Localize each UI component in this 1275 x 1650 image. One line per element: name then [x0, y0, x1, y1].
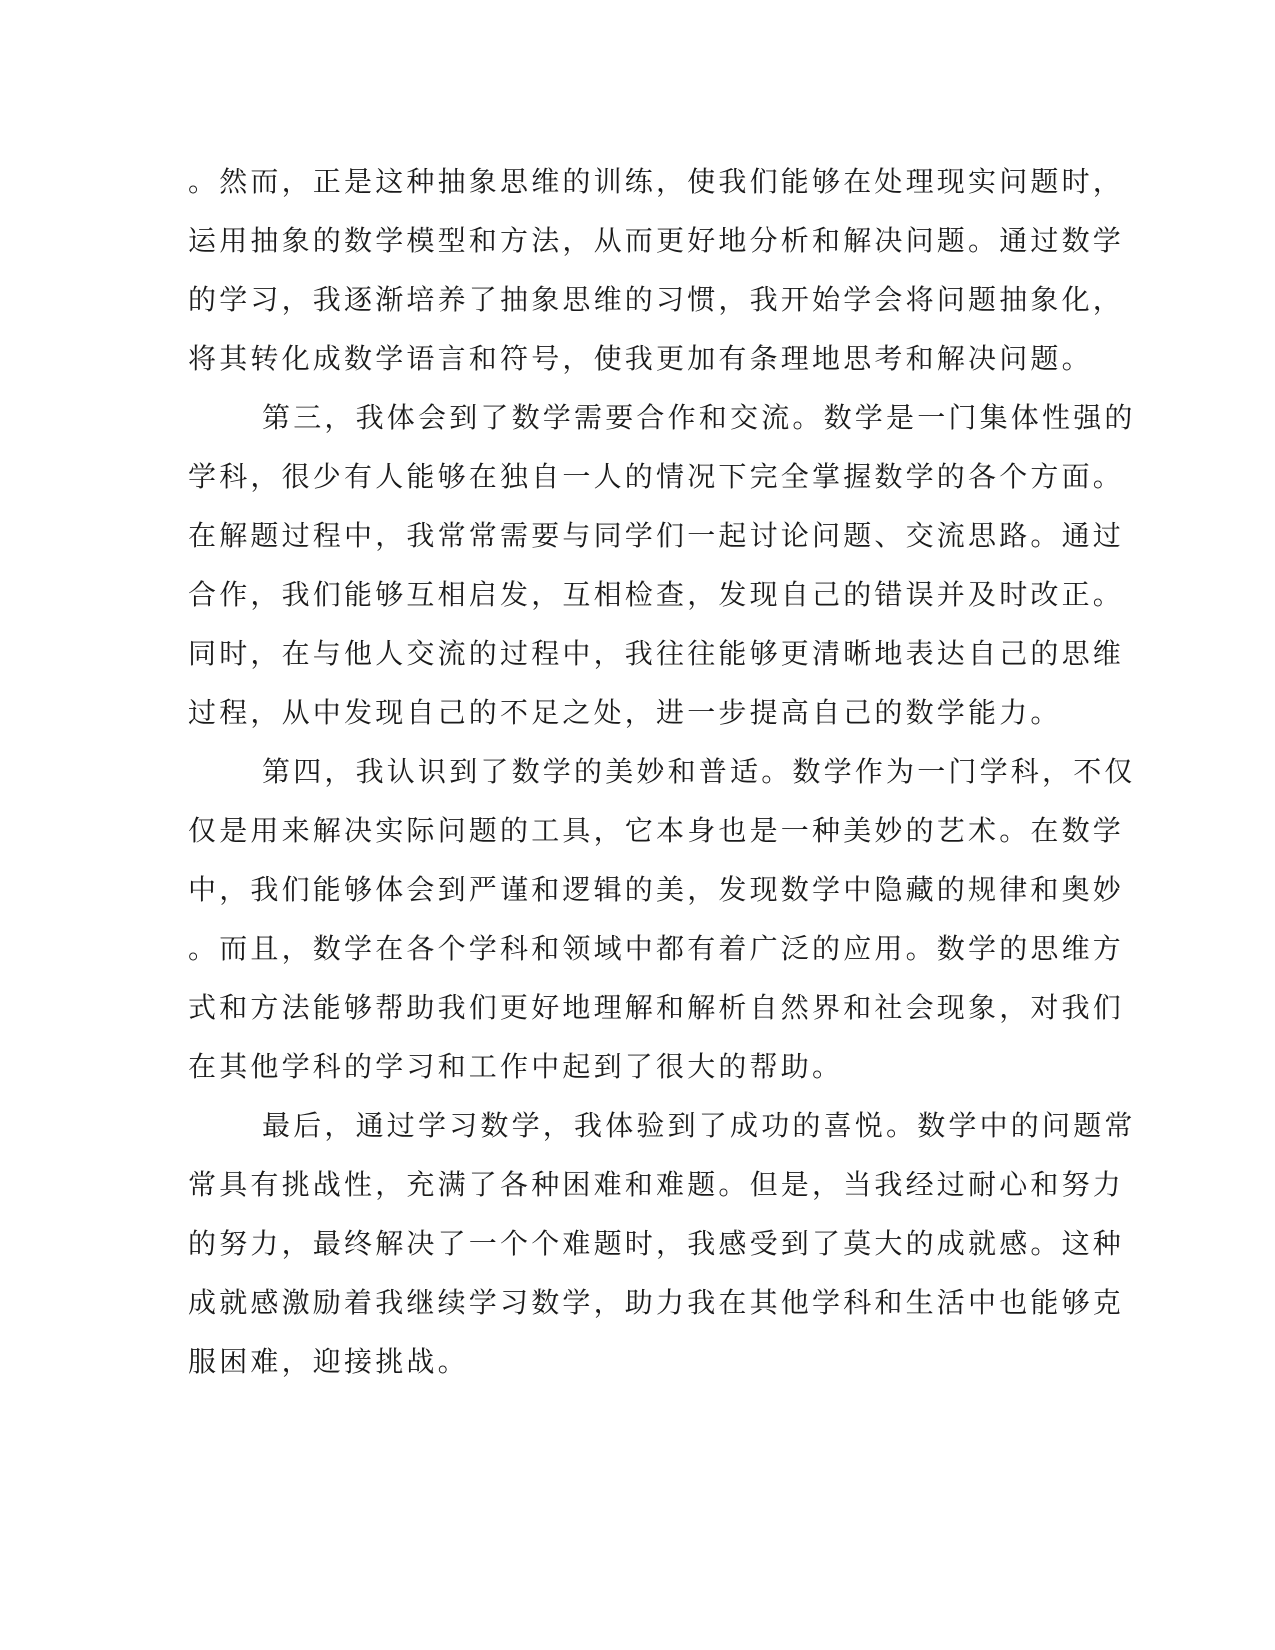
- text-line: 运用抽象的数学模型和方法，从而更好地分析和解决问题。通过数学: [188, 224, 1125, 257]
- paragraph-start-line: 第三，我体会到了数学需要合作和交流。数学是一门集体性强的: [262, 401, 1136, 434]
- text-line: 仅是用来解决实际问题的工具，它本身也是一种美妙的艺术。在数学: [188, 814, 1125, 847]
- text-line: 将其转化成数学语言和符号，使我更加有条理地思考和解决问题。: [188, 342, 1093, 375]
- text-line: 。然而，正是这种抽象思维的训练，使我们能够在处理现实问题时，: [188, 165, 1125, 198]
- text-line: 。而且，数学在各个学科和领域中都有着广泛的应用。数学的思维方: [188, 932, 1125, 965]
- text-line: 成就感激励着我继续学习数学，助力我在其他学科和生活中也能够克: [188, 1286, 1125, 1319]
- text-line: 学科，很少有人能够在独自一人的情况下完全掌握数学的各个方面。: [188, 460, 1125, 493]
- text-line: 的学习，我逐渐培养了抽象思维的习惯，我开始学会将问题抽象化，: [188, 283, 1125, 316]
- text-line: 同时，在与他人交流的过程中，我往往能够更清晰地表达自己的思维: [188, 637, 1125, 670]
- text-line: 常具有挑战性，充满了各种困难和难题。但是，当我经过耐心和努力: [188, 1168, 1125, 1201]
- text-line: 过程，从中发现自己的不足之处，进一步提高自己的数学能力。: [188, 696, 1062, 729]
- paragraph-start-line: 最后，通过学习数学，我体验到了成功的喜悦。数学中的问题常: [262, 1109, 1136, 1142]
- text-line: 的努力，最终解决了一个个难题时，我感受到了莫大的成就感。这种: [188, 1227, 1125, 1260]
- text-line: 服困难，迎接挑战。: [188, 1345, 469, 1378]
- text-line: 中，我们能够体会到严谨和逻辑的美，发现数学中隐藏的规律和奥妙: [188, 873, 1125, 906]
- text-line: 在解题过程中，我常常需要与同学们一起讨论问题、交流思路。通过: [188, 519, 1125, 552]
- text-line: 在其他学科的学习和工作中起到了很大的帮助。: [188, 1050, 844, 1083]
- text-line: 合作，我们能够互相启发，互相检查，发现自己的错误并及时改正。: [188, 578, 1125, 611]
- text-line: 式和方法能够帮助我们更好地理解和解析自然界和社会现象，对我们: [188, 991, 1125, 1024]
- paragraph-start-line: 第四，我认识到了数学的美妙和普适。数学作为一门学科，不仅: [262, 755, 1136, 788]
